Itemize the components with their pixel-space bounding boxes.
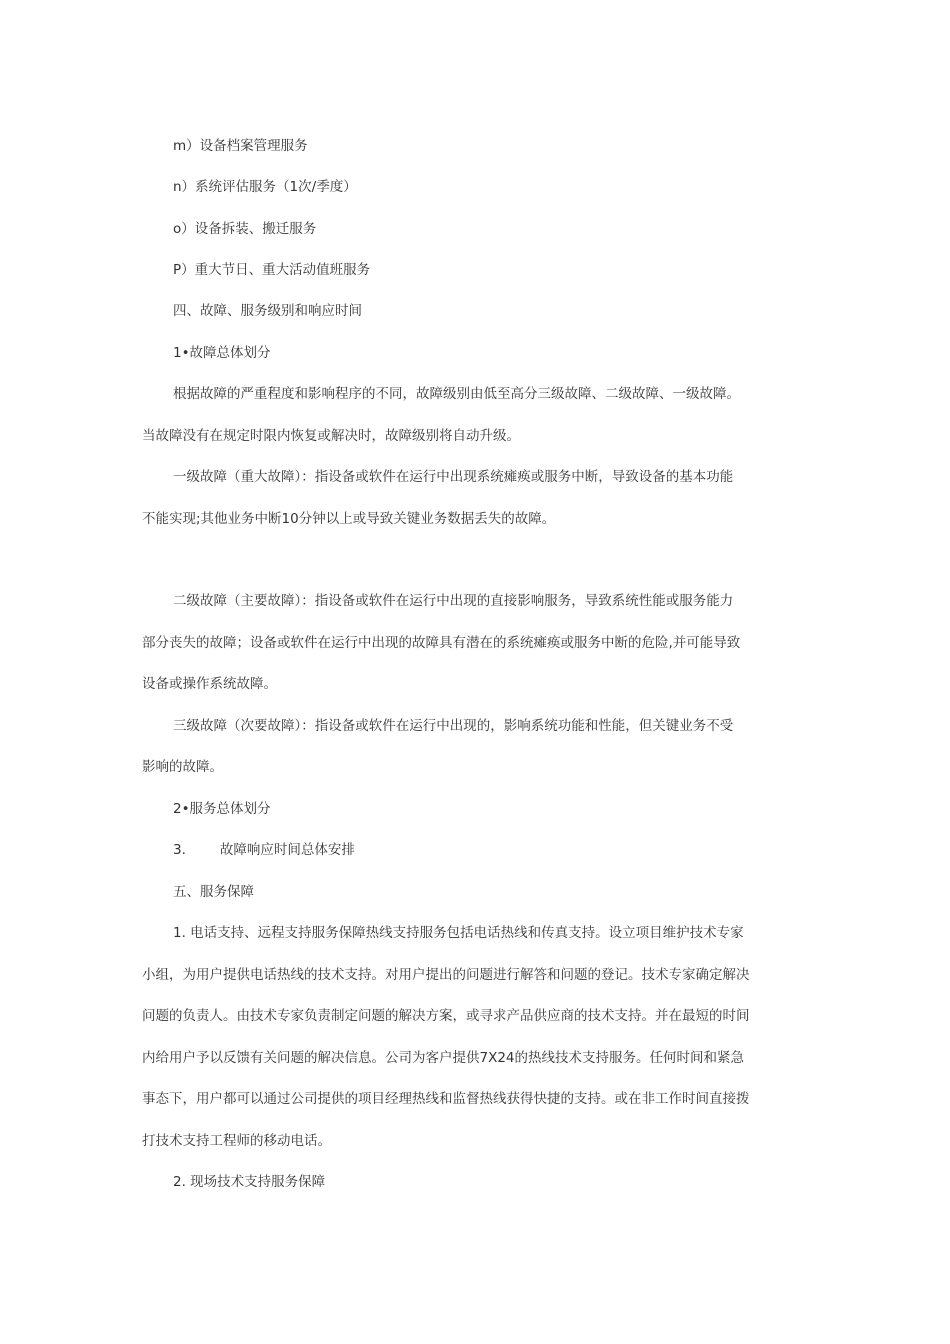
paragraph-line: 一级故障（重大故障）：指设备或软件在运行中出现系统瘫痪或服务中断，导致设备的基本功能 (173, 469, 734, 485)
paragraph-line: 不能实现;其他业务中断10分钟以上或导致关键业务数据丢失的故障。 (142, 511, 556, 527)
paragraph-line: 根据故障的严重程度和影响程序的不同，故障级别由低至高分三级故障、二级故障、一级故障。 (173, 386, 740, 402)
subheading-text: 故障响应时间总体安排 (219, 842, 355, 858)
paragraph-line: 影响的故障。 (142, 759, 223, 775)
subheading-4-2: 2•服务总体划分 (173, 801, 271, 817)
paragraph-line: 当故障没有在规定时限内恢复或解决时，故障级别将自动升级。 (142, 428, 520, 444)
paragraph-line: 小组，为用户提供电话热线的技术支持。对用户提出的问题进行解答和问题的登记。技术专家确定解决 (142, 967, 750, 983)
section-heading-4: 四、故障、服务级别和响应时间 (173, 303, 362, 319)
paragraph-line: 问题的负责人。由技术专家负责制定问题的解决方案，或寻求产品供应商的技术支持。并在最短的时间 (142, 1008, 750, 1024)
list-item-m: m）设备档案管理服务 (173, 138, 308, 154)
paragraph-line: 内给用户予以反馈有关问题的解决信息。公司为客户提供7X24的热线技术支持服务。任何时间和紧急 (142, 1050, 745, 1066)
paragraph-line: 三级故障（次要故障）：指设备或软件在运行中出现的，影响系统功能和性能，但关键业务不受 (173, 718, 734, 734)
paragraph-line: 1. 电话支持、远程支持服务保障热线支持服务包括电话热线和传真支持。设立项目维护技术专家 (173, 925, 744, 941)
subheading-number: 3. (173, 842, 186, 858)
paragraph-line: 事态下，用户都可以通过公司提供的项目经理热线和监督热线获得快捷的支持。或在非工作时间直接拨 (142, 1091, 750, 1107)
section-heading-5: 五、服务保障 (173, 884, 254, 900)
paragraph-line: 二级故障（主要故障）：指设备或软件在运行中出现的直接影响服务，导致系统性能或服务能力 (173, 593, 734, 609)
subheading-5-2: 2. 现场技术支持服务保障 (173, 1174, 326, 1190)
list-item-o: o）设备拆装、搬迁服务 (173, 221, 317, 237)
paragraph-line: 设备或操作系统故障。 (142, 676, 277, 692)
list-item-n: n）系统评估服务（1次/季度） (173, 179, 357, 195)
paragraph-line: 部分丧失的故障；设备或软件在运行中出现的故障具有潜在的系统瘫痪或服务中断的危险,并可能导致 (142, 635, 741, 651)
paragraph-line: 打技术支持工程师的移动电话。 (142, 1133, 331, 1149)
subheading-4-1: 1•故障总体划分 (173, 345, 271, 361)
subheading-4-3 (173, 840, 355, 860)
list-item-p: P）重大节日、重大活动值班服务 (173, 262, 371, 278)
